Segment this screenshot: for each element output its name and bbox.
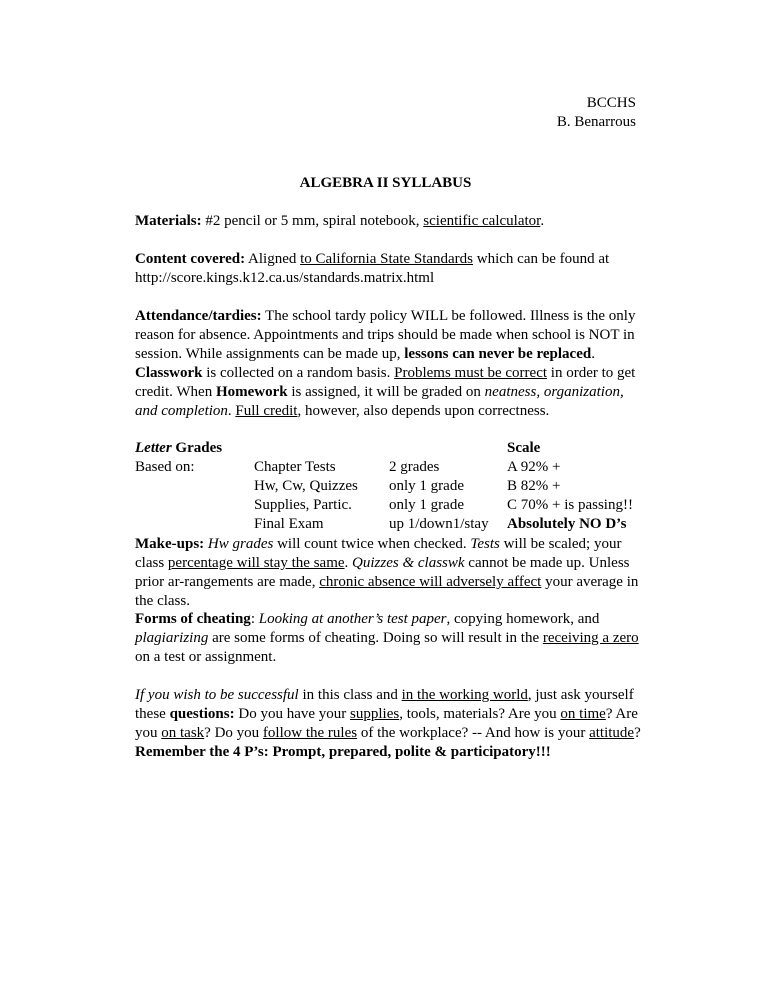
classwork-full-credit: Full credit <box>235 403 298 419</box>
success-closing: Remember the 4 P’s: Prompt, prepared, polite & participatory!!! <box>135 744 551 760</box>
content-text-a: Aligned <box>245 251 301 267</box>
success-text-h: ? <box>634 725 641 741</box>
grades-scale-row: C 70% + is passing!! <box>507 497 633 513</box>
classwork-paragraph <box>135 364 645 421</box>
grades-scale-title <box>507 439 633 458</box>
grades-label-letter: Letter <box>135 440 172 456</box>
content-text-b: which can be found at <box>473 251 610 267</box>
grades-scale-column <box>507 439 633 534</box>
cheating-text-c: are some forms of cheating. Doing so will result in the <box>208 630 543 646</box>
grades-item: Hw, Cw, Quizzes <box>254 478 358 494</box>
grades-table <box>135 439 655 539</box>
materials-label: Materials: <box>135 213 202 229</box>
makeups-paragraph <box>135 535 645 611</box>
grades-label-rest: Grades <box>171 440 223 456</box>
classwork-criteria: neatness, organization, and completion <box>135 384 624 419</box>
content-url: http://score.kings.k12.ca.us/standards.matrix.html <box>135 270 435 286</box>
makeups-quizzes: Quizzes & classwk <box>352 555 465 571</box>
cheating-label: Forms of cheating <box>135 611 251 627</box>
grades-scale-row: A 92% + <box>507 459 561 475</box>
classwork-text-d: . <box>227 403 236 419</box>
document-title: ALGEBRA II SYLLABUS <box>299 175 472 191</box>
grades-item: Supplies, Partic. <box>254 497 352 513</box>
grades-weight: only 1 grade <box>389 497 464 513</box>
materials-calculator: scientific calculator <box>423 213 541 229</box>
success-questions: questions: <box>169 706 235 722</box>
materials-paragraph <box>135 212 645 231</box>
attendance-label: Attendance/tardies: <box>135 308 262 324</box>
attendance-text: The school tardy policy WILL be followed. Illness is the only reason for absence. Appointments and trips should be made when school is NOT in session. While assignments can be made up, <box>135 308 636 362</box>
makeups-tests: Tests <box>470 536 500 552</box>
grades-scale-row: B 82% + <box>507 478 561 494</box>
success-text-f: ? Do you <box>204 725 263 741</box>
teacher-name: B. Benarrous <box>556 114 636 130</box>
cheating-text-d: on a test or assignment. <box>135 649 277 665</box>
success-rules: follow the rules <box>262 725 358 741</box>
makeups-hw: Hw grades <box>207 536 274 552</box>
grades-scale-note-text: Absolutely NO D’s <box>507 516 627 532</box>
grades-weights-column <box>389 458 489 534</box>
grades-label-column <box>135 439 222 477</box>
success-intro: If you wish to be successful <box>135 687 299 703</box>
cheating-text-b: , copying homework, and <box>446 611 600 627</box>
cheating-text-a: : <box>250 611 259 627</box>
success-text-d: , tools, materials? Are you <box>399 706 561 722</box>
cheating-looking: Looking at another’s test paper <box>258 611 447 627</box>
cheating-paragraph <box>135 610 645 667</box>
grades-weight: 2 grades <box>389 459 440 475</box>
success-on-time: on time <box>560 706 606 722</box>
classwork-text-a: is collected on a random basis. <box>202 365 395 381</box>
success-attitude: attitude <box>589 725 635 741</box>
success-text-b: , just ask yourself these <box>135 687 634 722</box>
content-label: Content covered: <box>135 251 246 267</box>
success-text-c: Do you have your <box>234 706 351 722</box>
grades-weight: only 1 grade <box>389 478 464 494</box>
success-working-world: in the working world <box>401 687 528 703</box>
success-text-a: in this class and <box>298 687 402 703</box>
content-paragraph <box>135 250 645 288</box>
grades-based-on: Based on: <box>135 459 195 475</box>
classwork-label: Classwork <box>135 365 203 381</box>
attendance-bold: lessons can never be replaced <box>404 346 592 362</box>
grades-scale-note <box>507 515 633 534</box>
grades-item: Chapter Tests <box>254 459 336 475</box>
cheating-plagiarizing: plagiarizing <box>135 630 209 646</box>
grades-weight: up 1/down1/stay <box>389 516 489 532</box>
grades-items-column <box>254 458 358 534</box>
grades-label <box>135 439 222 458</box>
success-paragraph <box>135 686 645 762</box>
makeups-absence: chronic absence will adversely affect <box>319 574 542 590</box>
makeups-text-b: will count twice when checked. <box>273 536 471 552</box>
cheating-zero: receiving a zero <box>542 630 639 646</box>
makeups-text-f: your average in the class. <box>135 574 639 609</box>
makeups-text-e: cannot be made up. Unless prior ar-rangements are made, <box>135 555 630 590</box>
classwork-text-c: is assigned, it will be graded on <box>287 384 485 400</box>
makeups-percentage: percentage will stay the same <box>167 555 345 571</box>
attendance-paragraph <box>135 307 645 364</box>
makeups-text-d: . <box>344 555 353 571</box>
makeups-label: Make-ups: <box>135 536 205 552</box>
attendance-period: . <box>591 346 595 362</box>
classwork-text-e: , however, also depends upon correctness. <box>297 403 550 419</box>
makeups-text-c: will be scaled; your class <box>135 536 622 571</box>
classwork-correct: Problems must be correct <box>394 365 548 381</box>
success-text-e: ? Are you <box>135 706 638 741</box>
grades-scale-title-text: Scale <box>507 440 541 456</box>
success-on-task: on task <box>161 725 205 741</box>
header-block <box>557 94 636 132</box>
materials-text: #2 pencil or 5 mm, spiral notebook, <box>201 213 424 229</box>
success-supplies: supplies <box>350 706 400 722</box>
classwork-homework: Homework <box>215 384 288 400</box>
grades-item: Final Exam <box>254 516 324 532</box>
school-name: BCCHS <box>586 95 636 111</box>
classwork-text-b: in order to get credit. When <box>135 365 636 400</box>
success-text-g: of the workplace? -- And how is your <box>357 725 590 741</box>
materials-period: . <box>540 213 545 229</box>
content-standards: to California State Standards <box>300 251 474 267</box>
